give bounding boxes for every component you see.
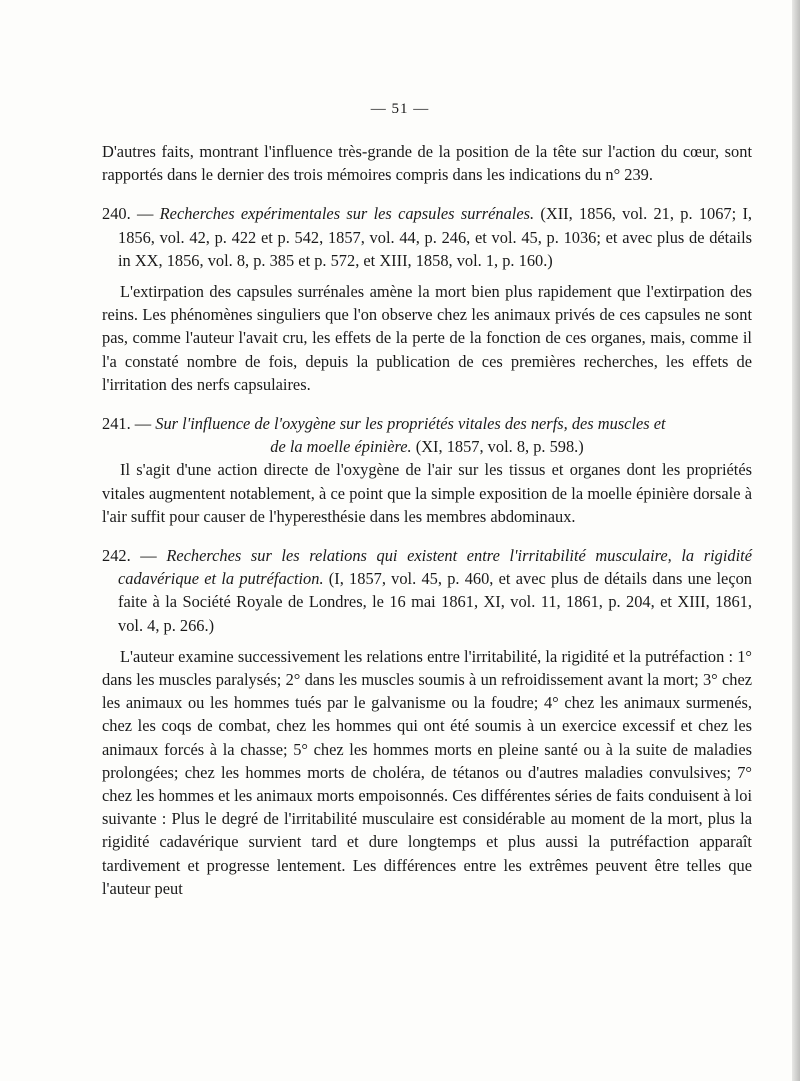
entry-240-reference: (XII, 1856, vol. 21, p. 1067; I, 1856, vol. 42, p. 422 et p. 542, 1857, vol. 44, p. 246, et vol. 45, p. 1036; et avec plus de détails in XX, 1856, vol. 8, p. 385 et p. 572, et XIII, 1858, vol. 1, p. 160.) (118, 204, 753, 270)
entry-241-title-line1: Sur l'influence de l'oxygène sur les propriétés vitales des nerfs, des muscles et (155, 414, 666, 434)
page-body (102, 140, 752, 900)
entry-240-number: 240. — (102, 204, 154, 224)
page-number: — 51 — (370, 101, 430, 117)
entry-240-heading (102, 202, 752, 272)
page-edge-shadow (792, 0, 800, 1081)
entry-242-number: 242. — (102, 546, 157, 566)
entry-241-number: 241. — (102, 414, 152, 434)
entry-242-heading (102, 544, 752, 637)
intro-paragraph: D'autres faits, montrant l'influence très-grande de la position de la tête sur l'action du cœur, sont rapportés dans le dernier des trois mémoires compris dans les indications du n° 239. (102, 142, 752, 185)
entry-241-title-line2: de la moelle épinière. (270, 437, 412, 457)
entry-242-body: L'auteur examine successivement les relations entre l'irritabilité, la rigidité et la putréfaction : 1° dans les muscles paralysés; 2° dans les muscles soumis à un refroidissement avant la mort; 3° chez les animaux ou les hommes tués par le galvanisme ou la foudre; 4° chez les animaux surmenés, chez les coqs de combat, chez les hommes qui ont été soumis à un exercice excessif et chez les animaux forcés à la chasse; 5° chez les hommes morts en pleine santé ou à la suite de maladies prolongées; chez les hommes morts de choléra, de tétanos ou d'autres maladies convulsives; 7° chez les hommes et les animaux morts empoisonnés. Ces différentes séries de faits conduisent à loi suivante : Plus le degré de l'irritabilité musculaire est considérable au moment de la mort, plus la rigidité cadavérique survient tard et dure longtemps et plus aussi la putréfaction apparaît tardivement et progresse lentement. Les différences entre les extrêmes peuvent être telles que l'auteur peut (102, 646, 752, 898)
entry-240-title: Recherches expérimentales sur les capsules surrénales. (159, 204, 535, 224)
entry-242-title: Recherches sur les relations qui existent entre l'irritabilité musculaire, la rigidité cadavérique et la putréfaction. (118, 546, 752, 589)
entry-241-heading (102, 412, 752, 435)
entry-241-reference: (XI, 1857, vol. 8, p. 598.) (411, 437, 584, 457)
entry-240-body: L'extirpation des capsules surrénales amène la mort bien plus rapidement que l'extirpation des reins. Les phénomènes singuliers que l'on observe chez les animaux privés de ces capsules ne sont pas, comme l'auteur l'avait cru, les effets de la perte de la fonction de ces organes, mais, comme il l'a constaté nombre de fois, depuis la publication de ces premières recherches, les effets de l'irritation des nerfs capsulaires. (102, 282, 752, 394)
entry-242-reference: (I, 1857, vol. 45, p. 460, et avec plus de détails dans une leçon faite à la Société Royale de Londres, le 16 mai 1861, XI, vol. 11, 1861, p. 204, et XIII, 1861, vol. 4, p. 266.) (118, 569, 752, 635)
entry-241-heading-continuation (102, 435, 752, 458)
entry-241-body: Il s'agit d'une action directe de l'oxygène de l'air sur les tissus et organes dont les propriétés vitales augmentent notablement, à ce point que la simple exposition de la moelle épinière dorsale à l'air suffit pour causer de l'hyperesthésie dans les membres abdominaux. (102, 460, 752, 526)
